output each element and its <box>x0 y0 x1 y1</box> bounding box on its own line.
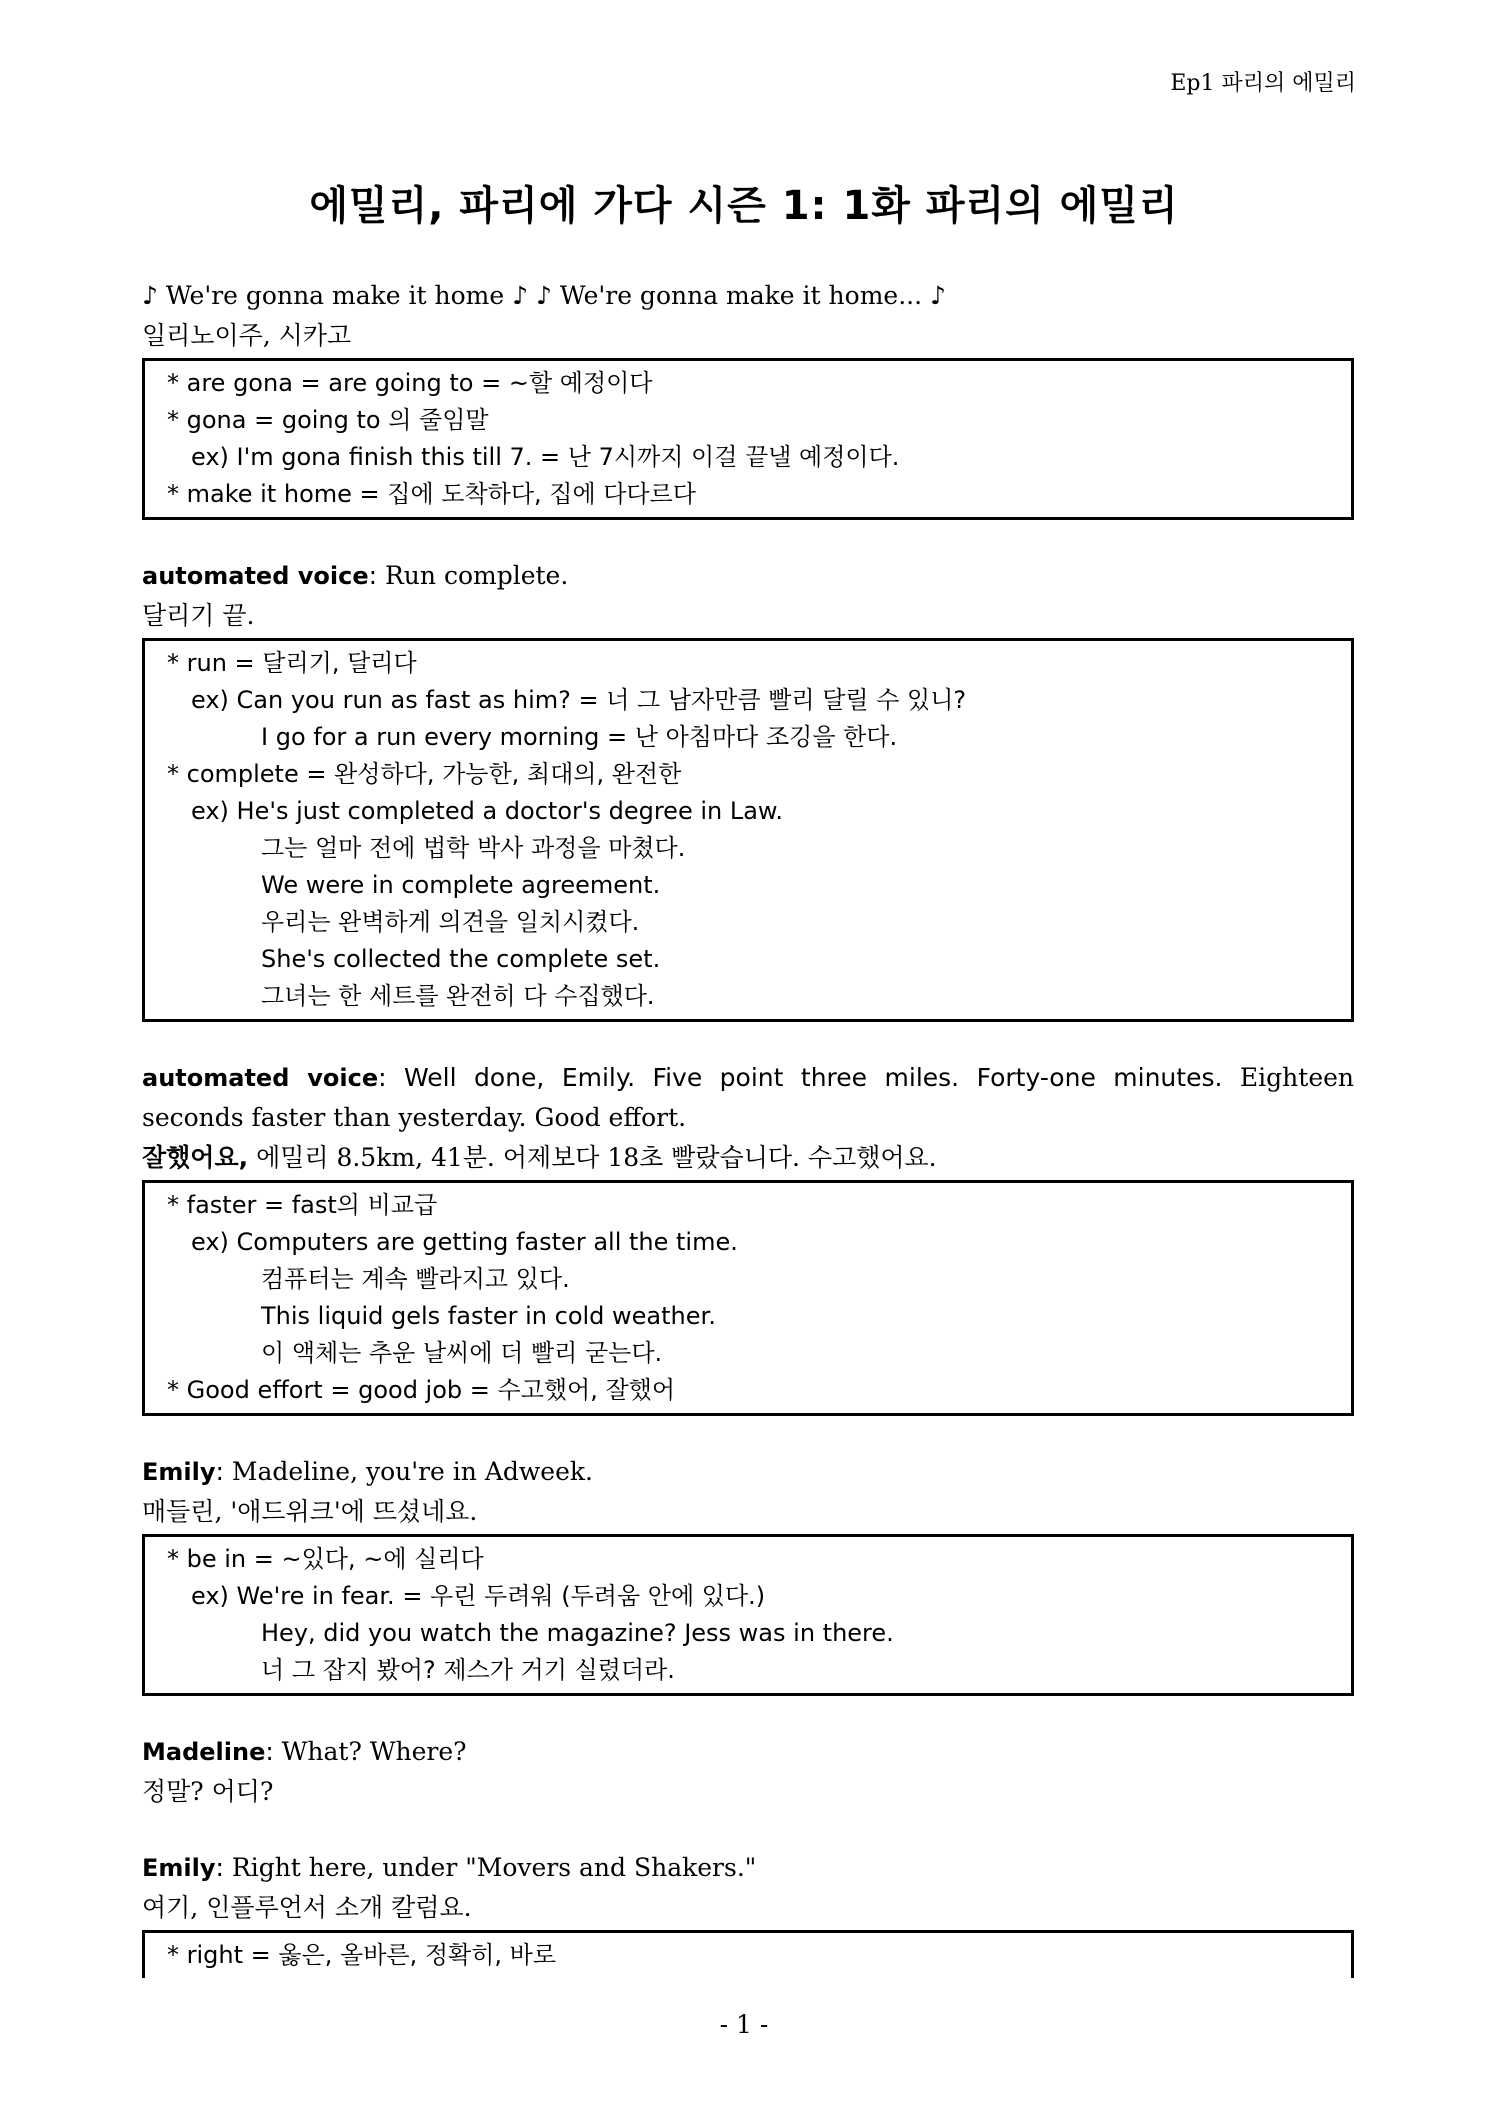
vocab-note-box <box>142 1930 1354 1978</box>
note-example: 컴퓨터는 계속 빨라지고 있다. <box>261 1265 570 1293</box>
dialogue-line: automated voice: Well done, Emily. Five point three miles. Forty-one minutes. Eighteen seconds faster than yesterday. Good effort. <box>142 1063 1355 1132</box>
note-example: ex) I'm gona finish this till 7. = 난 7시까지 이걸 끝낼 예정이다. <box>191 443 900 471</box>
note-line: * faster = fast의 비교급 <box>167 1191 438 1219</box>
note-example: 우리는 완벽하게 의견을 일치시켰다. <box>261 908 640 936</box>
vocab-note-box <box>142 1180 1354 1416</box>
dialogue-korean <box>142 1138 1354 1178</box>
speaker-name: Madeline <box>142 1738 266 1766</box>
speaker-name: automated voice <box>142 562 369 590</box>
note-example: 그녀는 한 세트를 완전히 다 수집했다. <box>261 982 655 1010</box>
note-line: * complete = 완성하다, 가능한, 최대의, 완전한 <box>167 760 682 788</box>
dialogue-korean-bold: 잘했어요, <box>142 1143 249 1172</box>
running-header: Ep1 파리의 에밀리 <box>1170 71 1356 96</box>
note-example: ex) Computers are getting faster all the time. <box>191 1228 738 1256</box>
note-example: This liquid gels faster in cold weather. <box>261 1302 716 1330</box>
page-number: - 1 - <box>719 2010 769 2039</box>
dialogue-line: Emily: Right here, under "Movers and Shakers." <box>142 1853 757 1882</box>
note-example: ex) Can you run as fast as him? = 너 그 남자만큼 빨리 달릴 수 있니? <box>191 686 967 714</box>
speaker-name: Emily <box>142 1458 216 1486</box>
dialogue-korean: 매들린, '애드위크'에 뜨셨네요. <box>142 1497 478 1526</box>
dialogue-korean: 정말? 어디? <box>142 1777 274 1806</box>
vocab-note-box <box>142 1534 1354 1696</box>
speaker-name: Emily <box>142 1854 216 1882</box>
dialogue-english: Madeline, you're in Adweek. <box>231 1457 593 1486</box>
note-example: Hey, did you watch the magazine? Jess was in there. <box>261 1619 894 1647</box>
note-line: * gona = going to 의 줄임말 <box>167 406 489 434</box>
dialogue-english: Well done, Emily. Five point three miles. Forty-one minutes. <box>404 1063 1223 1092</box>
dialogue-line: Madeline: What? Where? <box>142 1737 467 1766</box>
lyric-line: ♪ We're gonna make it home ♪ ♪ We're gonna make it home... ♪ <box>142 281 946 310</box>
note-line: * make it home = 집에 도착하다, 집에 다다르다 <box>167 480 696 508</box>
dialogue-english: Eighteen seconds faster than yesterday. Good effort. <box>142 1063 1355 1132</box>
page-title: 에밀리, 파리에 가다 시즌 1: 1화 파리의 에밀리 <box>309 183 1179 229</box>
note-line: * Good effort = good job = 수고했어, 잘했어 <box>167 1376 676 1404</box>
dialogue-korean: 달리기 끝. <box>142 601 255 630</box>
note-example: She's collected the complete set. <box>261 945 661 973</box>
note-example: 그는 얼마 전에 법학 박사 과정을 마쳤다. <box>261 834 686 862</box>
dialogue-line: automated voice: Run complete. <box>142 561 569 590</box>
note-example: I go for a run every morning = 난 아침마다 조깅을 한다. <box>261 723 898 751</box>
note-line: * be in = ~있다, ~에 실리다 <box>167 1545 484 1573</box>
note-example: We were in complete agreement. <box>261 871 661 899</box>
dialogue-line: Emily: Madeline, you're in Adweek. <box>142 1457 593 1486</box>
speaker-name: automated voice <box>142 1064 379 1092</box>
note-example: ex) He's just completed a doctor's degree in Law. <box>191 797 783 825</box>
location-line: 일리노이주, 시카고 <box>142 321 352 350</box>
document-body <box>142 276 1354 1978</box>
dialogue-english: What? Where? <box>281 1737 467 1766</box>
vocab-note-box <box>142 638 1354 1022</box>
note-example: 이 액체는 추운 날씨에 더 빨리 굳는다. <box>261 1339 663 1367</box>
dialogue-korean: 여기, 인플루언서 소개 칼럼요. <box>142 1893 472 1922</box>
dialogue-korean-rest: 에밀리 8.5km, 41분. 어제보다 18초 빨랐습니다. 수고했어요. <box>256 1143 937 1172</box>
note-example: 너 그 잡지 봤어? 제스가 거기 실렸더라. <box>261 1656 675 1684</box>
dialogue-english: Right here, under "Movers and Shakers." <box>231 1853 757 1882</box>
note-example: ex) We're in fear. = 우린 두려워 (두려움 안에 있다.) <box>191 1582 766 1610</box>
note-line: * right = 옳은, 올바른, 정확히, 바로 <box>167 1941 556 1969</box>
note-line: * are gona = are going to = ~할 예정이다 <box>167 369 653 397</box>
note-line: * run = 달리기, 달리다 <box>167 649 417 677</box>
vocab-note-box <box>142 358 1354 520</box>
dialogue-english: Run complete. <box>384 561 569 590</box>
